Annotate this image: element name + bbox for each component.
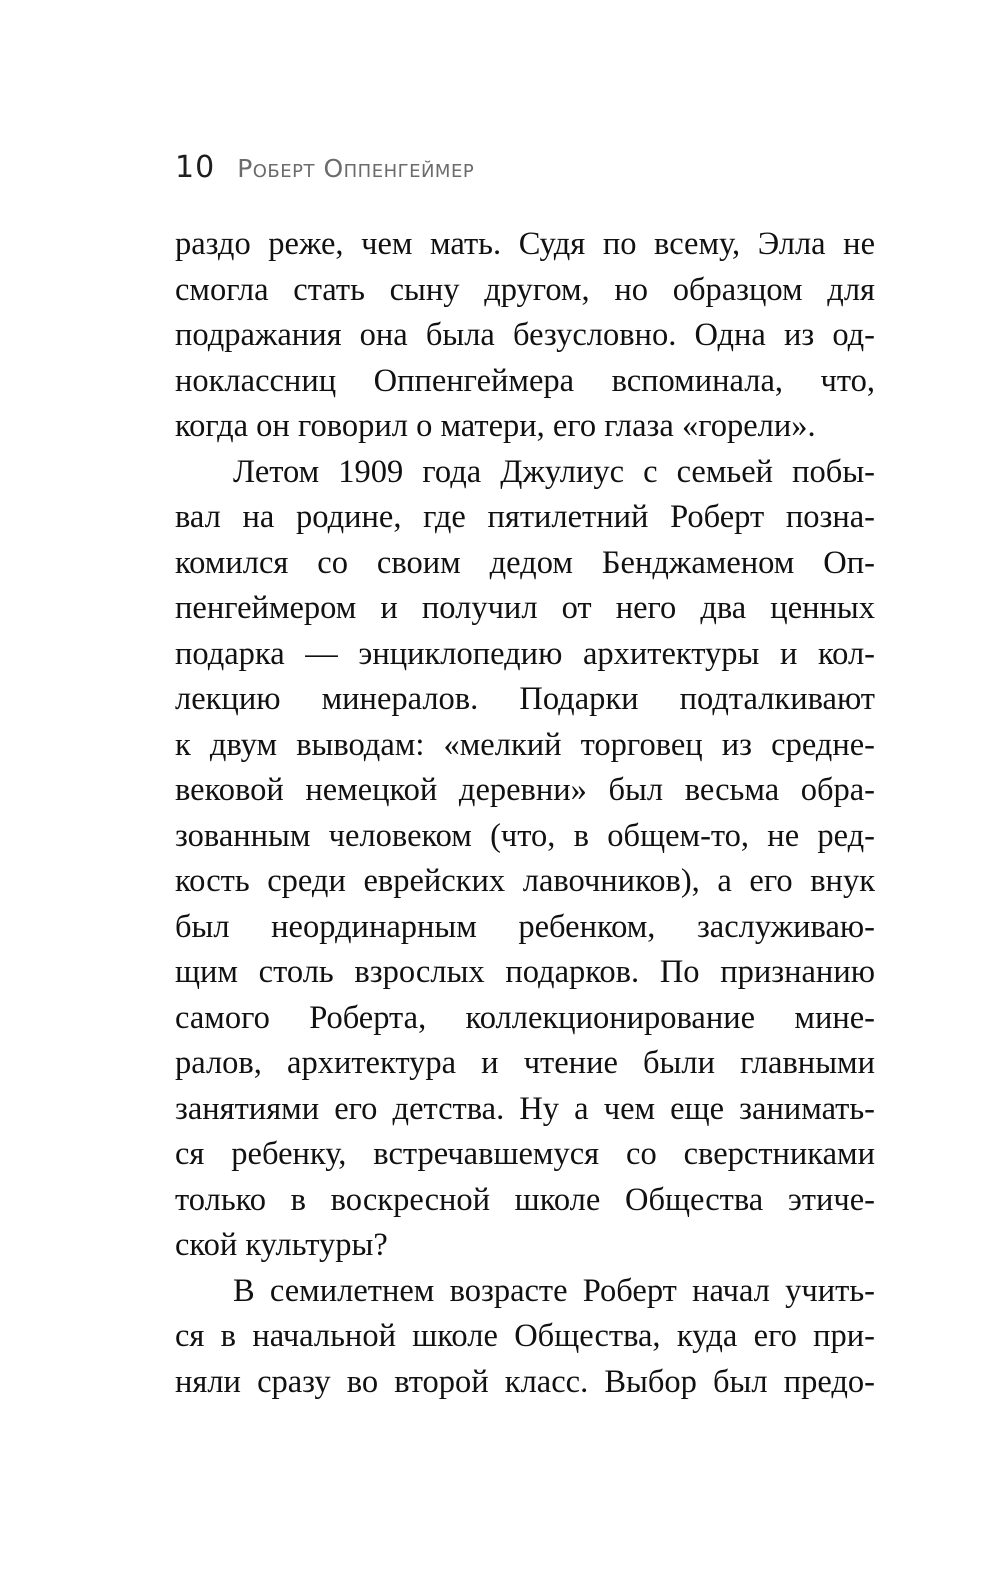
text-line: ся ребенку, встречавшемуся со сверстниками [175,1136,875,1172]
text-line: ской культуры? [175,1227,388,1263]
running-head-title: Роберт Оппенгеймер [237,154,475,183]
text-line: когда он говорил о матери, его глаза «горели». [175,408,816,444]
text-line: ся в начальной школе Общества, куда его при- [175,1318,875,1354]
running-head [175,150,474,194]
text-line: вековой немецкой деревни» был весьма обра- [175,772,875,808]
text-line: подражания она была безусловно. Одна из од- [175,317,875,353]
text-line: раздо реже, чем мать. Судя по всему, Элла не [175,226,875,262]
body-text [175,222,875,1405]
text-line: щим столь взрослых подарков. По признанию [175,954,875,990]
paragraph-1 [175,222,875,450]
text-line: был неординарным ребенком, заслуживаю- [175,908,875,945]
text-line: смогла стать сыну другом, но образцом для [175,271,875,308]
text-line: Летом 1909 года Джулиус с семьей побы- [233,453,875,490]
text-line: няли сразу во второй класс. Выбор был предо- [175,1363,875,1400]
text-line: лекцию минералов. Подарки подталкивают [175,681,875,717]
paragraph-3 [175,1269,875,1406]
text-line: В семилетнем возрасте Роберт начал учить- [233,1272,875,1309]
text-line: только в воскресной школе Общества этиче- [175,1181,875,1218]
text-line: вал на родине, где пятилетний Роберт позна- [175,499,875,535]
page-number: 10 [175,150,216,185]
text-line: ноклассниц Оппенгеймера вспоминала, что, [175,362,875,399]
text-line: ралов, архитектура и чтение были главными [175,1045,875,1081]
text-line: подарка — энциклопедию архитектуры и кол- [175,635,875,672]
text-line: комился со своим дедом Бенджаменом Оп- [175,544,875,581]
text-line: к двум выводам: «мелкий торговец из средне- [175,726,875,763]
text-line: пенгеймером и получил от него два ценных [175,590,875,626]
text-line: кость среди еврейских лавочников), а его внук [175,863,875,899]
text-line: самого Роберта, коллекционирование мине- [175,999,875,1036]
text-line: зованным человеком (что, в общем-то, не ред- [175,817,875,854]
text-line: занятиями его детства. Ну а чем еще занимать- [175,1090,875,1127]
paragraph-2 [175,450,875,1269]
